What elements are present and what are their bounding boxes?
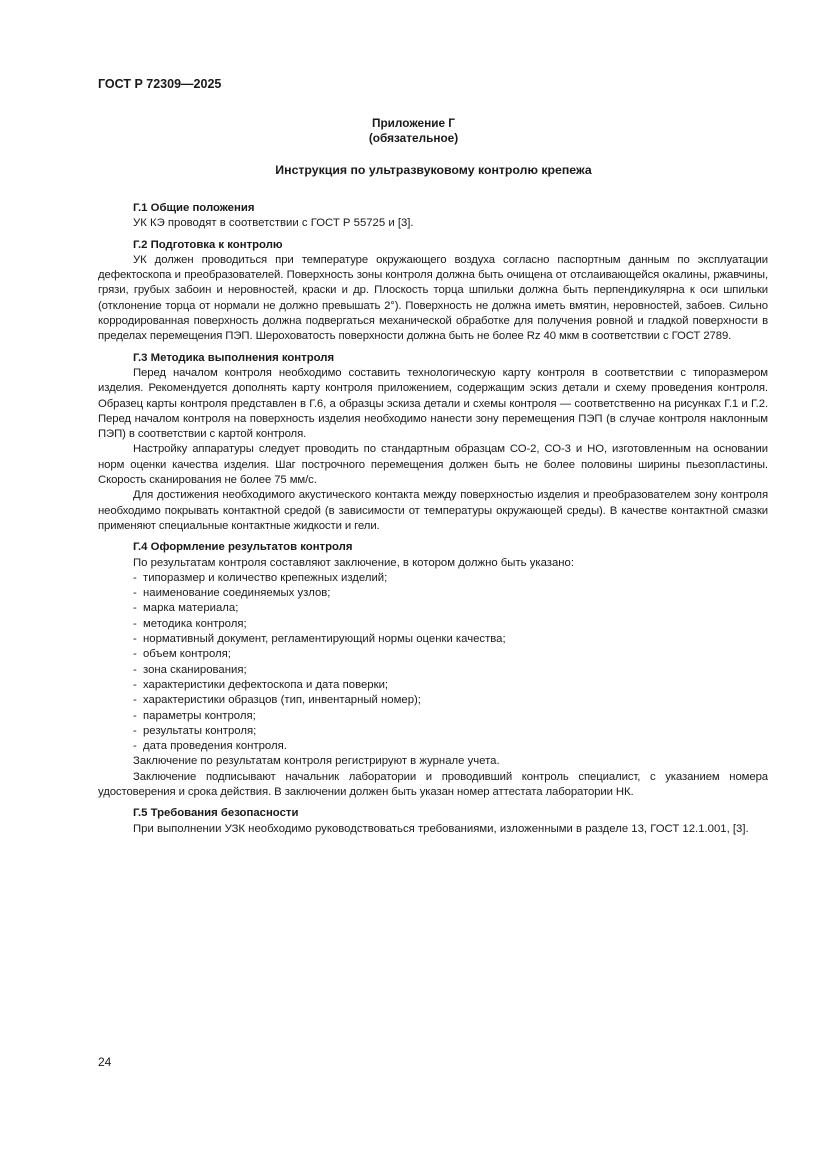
- section-g5-heading: Г.5 Требования безопасности: [133, 807, 299, 820]
- section-g5-paragraph: При выполнении УЗК необходимо руководствоваться требованиями, изложенными в разделе 13, ГОСТ 12.1.001, [3].: [133, 822, 749, 835]
- section-g1-heading: Г.1 Общие положения: [133, 202, 255, 214]
- section-g4-paragraph-3: Заключение подписывают начальник лаборатории и проводивший контроль специалист, с указанием номера удостоверения и срока действия. В заключении должен быть указан номер аттестата лаборатории НК.: [98, 770, 768, 798]
- section-g3-paragraph-1: Перед началом контроля необходимо составить технологическую карту контроля в соответствии с типоразмером изделия. Рекомендуется дополнять карту контроля приложением, содержащим эскиз детали и схему проведения контроля. Образец карты контроля представлен в Г.6, а образцы эскиза детали и схемы контроля — соответственно на рисунках Г.1 и Г.2. Перед началом контроля на поверхность изделия необходимо нанести зону перемещения ПЭП (в случае контроля наклонным ПЭП) в соответствии с картой контроля.: [98, 366, 768, 441]
- section-g4-heading: Г.4 Оформление результатов контроля: [133, 541, 353, 554]
- list-item: - дата проведения контроля.: [133, 740, 287, 753]
- section-g3-paragraph-2: Настройку аппаратуры следует проводить по стандартным образцам СО-2, СО-3 и НО, изготовленным на основании норм оценки качества изделия. Шаг построчного перемещения должен быть не более половины ширины пьезопластины. Скорость сканирования не более 75 мм/с.: [98, 443, 768, 487]
- list-item: - наименование соединяемых узлов;: [133, 587, 331, 600]
- section-g3-heading: Г.3 Методика выполнения контроля: [133, 351, 335, 364]
- list-item: - характеристики дефектоскопа и дата поверки;: [133, 678, 389, 691]
- section-g2-heading: Г.2 Подготовка к контролю: [133, 238, 283, 251]
- list-item: - зона сканирования;: [133, 663, 247, 676]
- section-g4-paragraph-1: По результатам контроля составляют заключение, в котором должно быть указано:: [133, 556, 575, 569]
- section-g4-paragraph-2: Заключение по результатам контроля регистрируют в журнале учета.: [133, 755, 500, 768]
- conclusion-requirements-list: [98, 571, 768, 755]
- list-item: - методика контроля;: [133, 617, 247, 630]
- section-g2-paragraph: УК должен проводиться при температуре окружающего воздуха согласно паспортным данным по эксплуатации дефектоскопа и преобразователей. Поверхность зоны контроля должна быть очищена от отслаивающейся окалины, ржавчины, грязи, грубых забоин и неровностей, краски и др. Плоскость торца шпильки должна быть перпендикулярна к оси шпильки (отклонение торца от нормали не должно превышать 2°). Поверхность не должна иметь вмятин, неровностей, забоев. Сильно корродированная поверхность должна подвергаться механической обработке для получения ровной и гладкой поверхности в пределах перемещения ПЭП. Шероховатость поверхности должна быть не более Rz 40 мкм в соответствии с ГОСТ 2789.: [98, 253, 768, 343]
- section-g1-paragraph: УК КЭ проводят в соответствии с ГОСТ Р 55725 и [3].: [133, 217, 414, 230]
- list-item: - типоразмер и количество крепежных изделий;: [133, 571, 388, 584]
- list-item: - параметры контроля;: [133, 709, 256, 722]
- list-item: - результаты контроля;: [133, 724, 257, 737]
- section-g3-paragraph-3: Для достижения необходимого акустического контакта между поверхностью изделия и преобразователем зону контроля необходимо покрывать контактной средой (в зависимости от температуры окружающей среды). В качестве контактной смазки применяют специальные контактные жидкости и гели.: [98, 489, 768, 532]
- document-code: ГОСТ Р 72309—2025: [98, 77, 222, 91]
- appendix-heading: Инструкция по ультразвуковому контролю крепежа: [275, 163, 592, 177]
- list-item: - характеристики образцов (тип, инвентарный номер);: [133, 694, 421, 707]
- document-body: [98, 201, 768, 837]
- list-item: - нормативный документ, регламентирующий нормы оценки качества;: [133, 633, 506, 646]
- list-item: - объем контроля;: [133, 648, 231, 661]
- appendix-title: Приложение Г: [372, 116, 455, 130]
- appendix-status: (обязательное): [368, 131, 459, 145]
- list-item: - марка материала;: [133, 602, 239, 615]
- page-number: 24: [98, 1055, 112, 1069]
